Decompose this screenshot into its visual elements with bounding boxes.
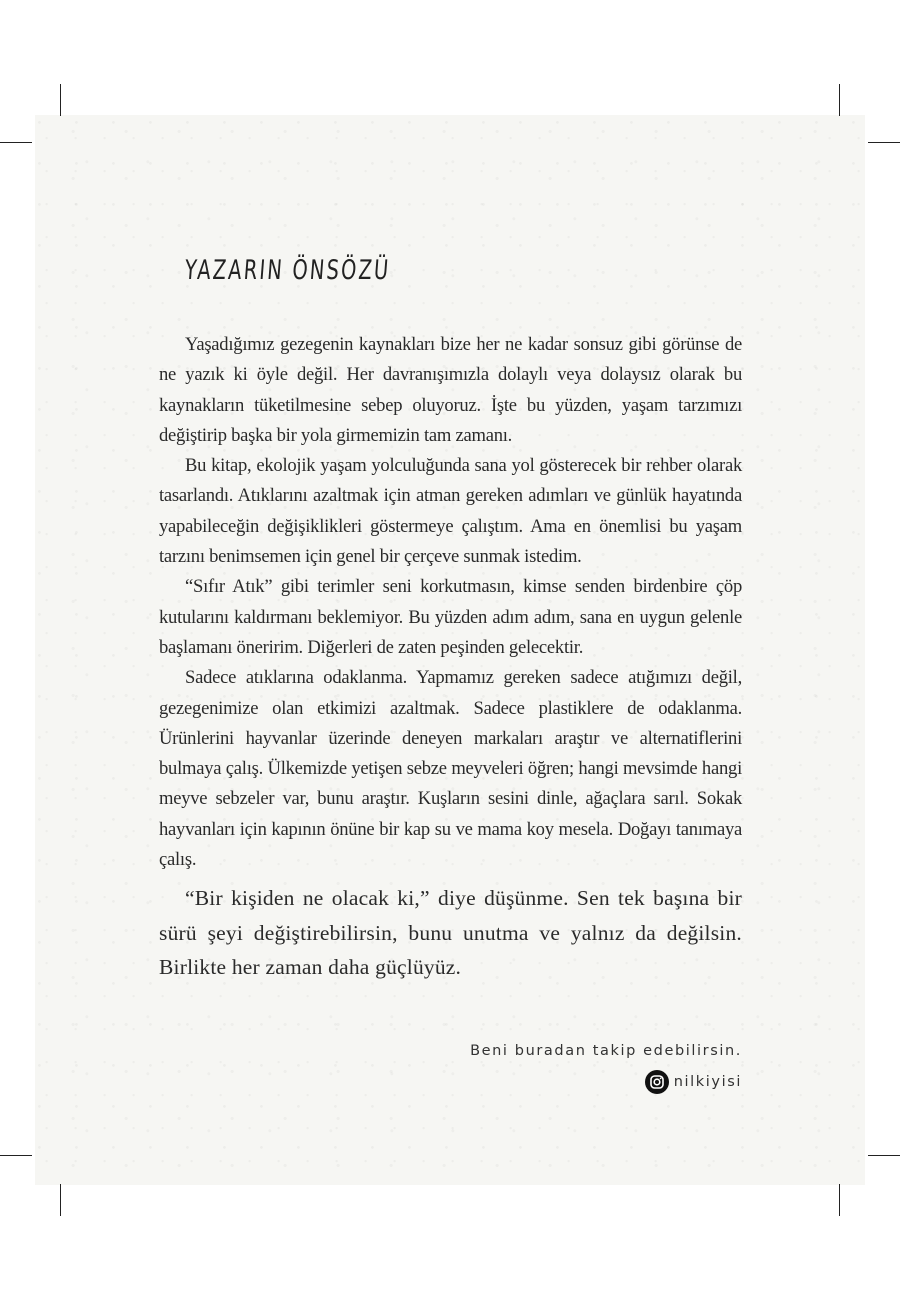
paragraph-5-closing: “Bir kişiden ne olacak ki,” diye düşünme. Sen tek başına bir sürü şeyi değiştirebilirsin, bunu unutma ve yalnız da değilsin. Birlikte her zaman daha güçlüyüz.	[159, 886, 742, 980]
crop-mark-bottom-left-horizontal	[0, 1155, 32, 1156]
social-handle-row[interactable]	[645, 1070, 742, 1094]
follow-text: Beni buradan takip edebilirsin.	[470, 1043, 742, 1059]
social-handle-text: nilkiyisi	[673, 1074, 742, 1090]
crop-mark-bottom-right-vertical	[839, 1184, 840, 1216]
crop-mark-top-left-vertical	[60, 84, 61, 116]
instagram-icon	[645, 1070, 669, 1094]
section-heading: YAZARIN ÖNSÖZÜ	[183, 255, 392, 286]
paragraph-2: Bu kitap, ekolojik yaşam yolculuğunda sana yol gösterecek bir rehber olarak tasarlandı. Atıklarını azaltmak için atman gereken adımları ve günlük hayatında yapabileceğin değişiklikleri göstermeye çalıştım. Ama en önemlisi bu yaşam tarzını benimsemen için genel bir çerçeve sunmak istedim.	[159, 455, 742, 568]
preface-body	[159, 330, 742, 985]
crop-mark-top-right-vertical	[839, 84, 840, 116]
paragraph-4: Sadece atıklarına odaklanma. Yapmamız gereken sadece atığımızı değil, gezegenimize olan etkimizi azaltmak. Sadece plastiklere de odaklanma. Ürünlerini hayvanlar üzerinde deneyen markaları araştır ve alternatiflerini bulmaya çalış. Ülkemizde yetişen sebze meyveleri öğren; hangi mevsimde hangi meyve sebzeler var, bunu araştır. Kuşların sesini dinle, ağaçlara sarıl. Sokak hayvanları için kapının önüne bir kap su ve mama koy mesela. Doğayı tanımaya çalış.	[159, 667, 742, 871]
crop-mark-top-left-horizontal	[0, 142, 32, 143]
paragraph-3: “Sıfır Atık” gibi terimler seni korkutmasın, kimse senden birdenbire çöp kutularını kaldırmanı beklemiyor. Bu yüzden adım adım, sana en uygun gelenle başlamanı öneririm. Diğerleri de zaten peşinden gelecektir.	[159, 576, 742, 658]
crop-mark-bottom-left-vertical	[60, 1184, 61, 1216]
crop-mark-top-right-horizontal	[868, 142, 900, 143]
paragraph-1: Yaşadığımız gezegenin kaynakları bize her ne kadar sonsuz gibi görünse de ne yazık ki öyle değil. Her davranışımızla dolaylı veya dolaysız olarak bu kaynakların tüketilmesine sebep oluyoruz. İşte bu yüzden, yaşam tarzımızı değiştirip başka bir yola girmemizin tam zamanı.	[159, 334, 742, 446]
crop-mark-bottom-right-horizontal	[868, 1155, 900, 1156]
